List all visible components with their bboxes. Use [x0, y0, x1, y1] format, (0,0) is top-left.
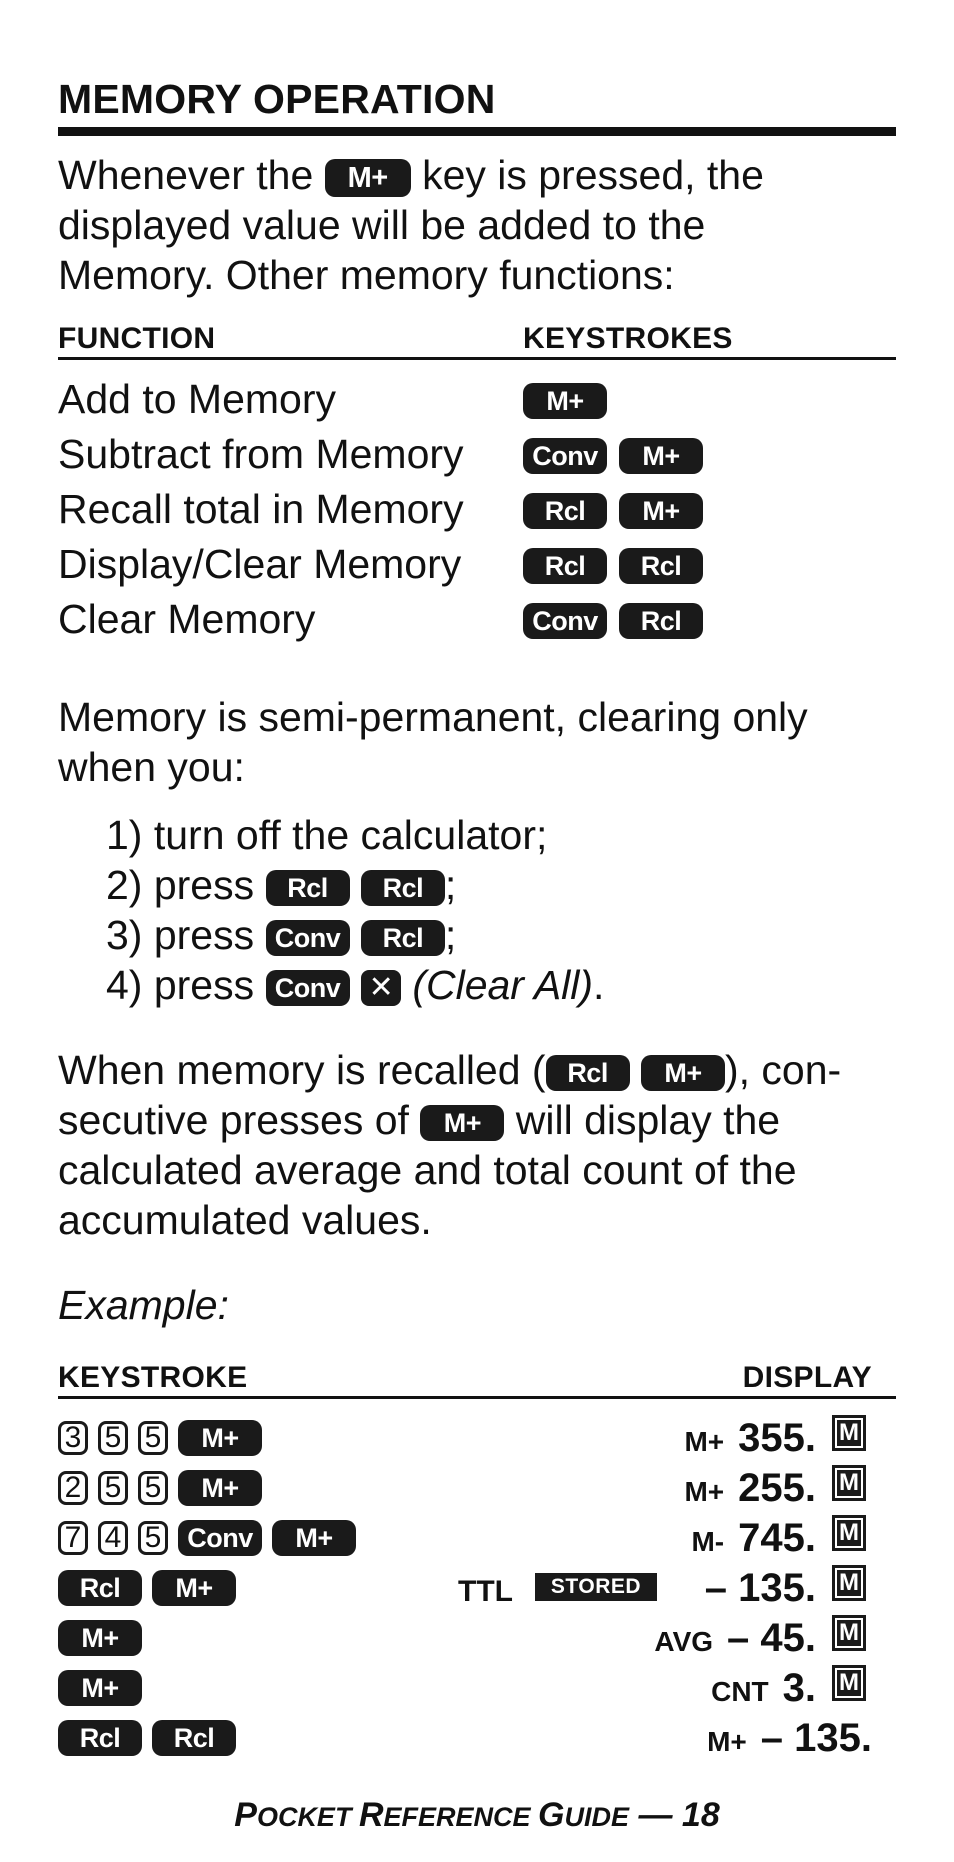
digit-key: 4	[98, 1521, 128, 1555]
m-plus-key: M+	[641, 1055, 725, 1091]
example-keystrokes	[58, 1670, 142, 1706]
function-keys	[523, 493, 703, 529]
rcl-key: Rcl	[361, 920, 445, 956]
example-keystrokes	[58, 1520, 356, 1556]
display-value: 255.	[738, 1466, 816, 1510]
intro-line-1: Whenever the M+ key is pressed, the	[58, 152, 764, 198]
memory-indicator-label: M	[839, 1419, 859, 1446]
clear-steps-list	[106, 810, 604, 1010]
m-plus-key: M+	[152, 1570, 236, 1606]
step-1: 1) turn off the calculator;	[106, 812, 548, 858]
memory-indicator-label: M	[839, 1619, 859, 1646]
display-annotation: M+	[707, 1726, 747, 1757]
function-row	[58, 372, 896, 427]
rcl-key: Rcl	[619, 603, 703, 639]
function-keys	[523, 383, 607, 419]
example-row	[58, 1513, 896, 1563]
m-plus-key: M+	[178, 1420, 262, 1456]
ttl-indicator: TTL	[458, 1575, 513, 1608]
m-plus-key: M+	[619, 493, 703, 529]
rcl-key: Rcl	[523, 493, 607, 529]
m-plus-key: M+	[325, 159, 411, 197]
memory-indicator-label: M	[839, 1669, 859, 1696]
section-heading: MEMORY OPERATION	[58, 76, 496, 122]
example-row	[58, 1563, 896, 1613]
display-header: DISPLAY	[742, 1361, 872, 1394]
function-row	[58, 427, 896, 482]
m-plus-key: M+	[178, 1470, 262, 1506]
memory-indicator	[832, 1465, 866, 1501]
example-keystrokes	[58, 1570, 236, 1606]
display-annotation: AVG	[654, 1626, 714, 1657]
function-row	[58, 482, 896, 537]
m-plus-key: M+	[619, 438, 703, 474]
step-4: 4) press Conv ✕ (Clear All).	[106, 962, 605, 1008]
example-keystrokes	[58, 1620, 142, 1656]
step-3: 3) press Conv Rcl ;	[106, 912, 457, 958]
conv-key: Conv	[523, 603, 607, 639]
memory-indicator	[832, 1415, 866, 1451]
clear-all-note: (Clear All)	[412, 962, 594, 1008]
recall-paragraph: When memory is recalled ( Rcl M+ ), con- secutive presses of M+ will display the calculated average and total count of the accumulated values.	[58, 1047, 842, 1243]
example-keystrokes	[58, 1470, 262, 1506]
display-value: – 45.	[727, 1616, 816, 1660]
function-header: FUNCTION	[58, 322, 216, 355]
digit-key: 5	[138, 1521, 168, 1555]
display-value: – 135.	[704, 1566, 816, 1610]
m-plus-key: M+	[272, 1520, 356, 1556]
example-row	[58, 1613, 896, 1663]
function-keys	[523, 548, 703, 584]
function-name: Add to Memory	[58, 376, 336, 422]
memory-indicator	[832, 1615, 866, 1651]
conv-key: Conv	[178, 1520, 262, 1556]
function-table	[58, 372, 896, 647]
semi-permanent-paragraph: Memory is semi-permanent, clearing only when you:	[58, 694, 808, 790]
example-row	[58, 1463, 896, 1513]
function-keys	[523, 438, 703, 474]
step-2: 2) press Rcl Rcl ;	[106, 862, 457, 908]
rcl-key: Rcl	[523, 548, 607, 584]
display-value: – 135.	[760, 1716, 872, 1760]
function-name: Clear Memory	[58, 596, 316, 642]
rcl-key: Rcl	[266, 870, 350, 906]
memory-indicator-label: M	[839, 1469, 859, 1496]
display-value: 355.	[738, 1416, 816, 1460]
intro-line-2: displayed value will be added to the	[58, 202, 706, 248]
digit-key: 2	[58, 1471, 88, 1505]
display-annotation: M+	[684, 1426, 725, 1457]
display-annotation: M-	[691, 1526, 725, 1557]
memory-indicator-label: M	[839, 1519, 859, 1546]
rcl-key: Rcl	[152, 1720, 236, 1756]
example-keystrokes	[58, 1720, 236, 1756]
m-plus-key: M+	[58, 1620, 142, 1656]
example-row	[58, 1413, 896, 1463]
rcl-key: Rcl	[58, 1570, 142, 1606]
digit-key: 3	[58, 1421, 88, 1455]
function-name: Display/Clear Memory	[58, 541, 462, 587]
intro-paragraph	[58, 150, 896, 300]
example-row	[58, 1713, 896, 1763]
digit-key: 5	[138, 1421, 168, 1455]
display-value: 745.	[738, 1516, 816, 1560]
memory-indicator	[832, 1515, 866, 1551]
function-keys	[523, 603, 703, 639]
m-plus-key: M+	[523, 383, 607, 419]
conv-key: Conv	[266, 970, 350, 1006]
digit-key: 7	[58, 1521, 88, 1555]
keystroke-header: KEYSTROKE	[58, 1361, 248, 1394]
m-plus-key: M+	[58, 1670, 142, 1706]
m-plus-key: M+	[420, 1105, 504, 1141]
function-row	[58, 537, 896, 592]
function-table-rule	[58, 357, 896, 360]
multiply-key-icon: ✕	[361, 970, 401, 1006]
digit-key: 5	[98, 1421, 128, 1455]
rcl-key: Rcl	[361, 870, 445, 906]
keystrokes-header: KEYSTROKES	[523, 322, 733, 355]
example-table-rule	[58, 1396, 896, 1399]
intro-line-3: Memory. Other memory functions:	[58, 252, 675, 298]
example-label: Example:	[58, 1282, 229, 1328]
page-footer: POCKET REFERENCE GUIDE — 18	[234, 1796, 720, 1834]
conv-key: Conv	[523, 438, 607, 474]
example-table	[58, 1413, 896, 1763]
conv-key: Conv	[266, 920, 350, 956]
function-row	[58, 592, 896, 647]
example-keystrokes	[58, 1420, 262, 1456]
heading-rule	[58, 127, 896, 136]
function-name: Recall total in Memory	[58, 486, 464, 532]
memory-indicator	[832, 1565, 866, 1601]
memory-indicator	[832, 1665, 866, 1701]
display-value: 3.	[782, 1666, 816, 1710]
digit-key: 5	[98, 1471, 128, 1505]
memory-indicator-label: M	[839, 1569, 859, 1596]
display-annotation: CNT	[711, 1676, 769, 1707]
stored-indicator: STORED	[535, 1573, 657, 1601]
example-row	[58, 1663, 896, 1713]
digit-key: 5	[138, 1471, 168, 1505]
rcl-key: Rcl	[619, 548, 703, 584]
display-annotation: M+	[684, 1476, 725, 1507]
rcl-key: Rcl	[58, 1720, 142, 1756]
function-name: Subtract from Memory	[58, 431, 464, 477]
rcl-key: Rcl	[546, 1055, 630, 1091]
